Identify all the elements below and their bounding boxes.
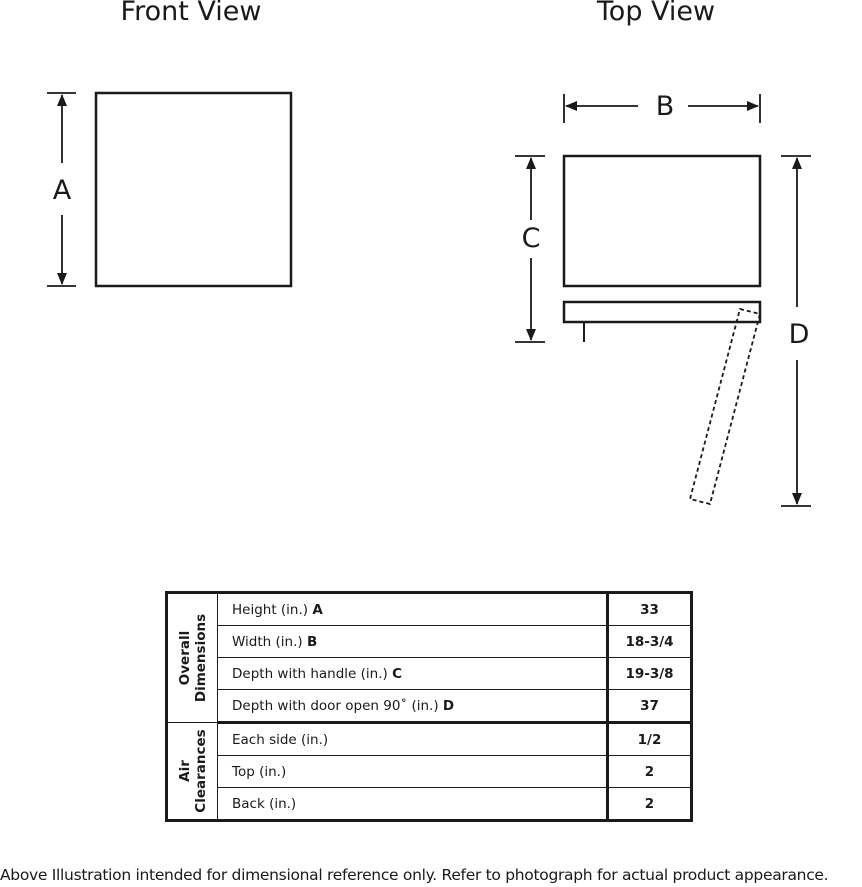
front-view [47, 93, 291, 286]
row-label-text: Back (in.) [232, 795, 297, 812]
row-value: 33 [608, 593, 692, 626]
top-view-door [564, 302, 760, 322]
dimension-c-label: C [521, 223, 541, 254]
row-value: 19-3/8 [608, 658, 692, 690]
table-row [167, 690, 692, 723]
row-letter: A [312, 601, 323, 618]
row-label [218, 723, 608, 756]
row-label [218, 756, 608, 788]
group-label-line: Air [176, 760, 193, 782]
top-view-body [564, 156, 760, 286]
group-label-line: Overall [176, 630, 193, 686]
row-value: 18-3/4 [608, 626, 692, 658]
row-label-text: Top (in.) [232, 763, 287, 780]
dimension-b-label: B [655, 91, 675, 122]
open-door-outline [690, 309, 760, 504]
table-row [167, 626, 692, 658]
table-row [167, 658, 692, 690]
group-label-text [177, 614, 209, 702]
row-letter: D [442, 697, 455, 714]
table-row [167, 756, 692, 788]
dimensions-table [165, 591, 693, 822]
row-label [218, 690, 608, 723]
row-label [218, 658, 608, 690]
table-row [167, 723, 692, 756]
front-view-title: Front View [120, 0, 262, 27]
row-letter: B [306, 633, 318, 650]
row-value: 1/2 [608, 723, 692, 756]
dimension-a-label: A [52, 175, 72, 206]
row-label-text: Depth with handle (in.) [232, 665, 388, 682]
row-label [218, 593, 608, 626]
dimension-d-label: D [788, 319, 810, 350]
front-view-body [96, 93, 291, 286]
row-value: 37 [608, 690, 692, 723]
row-letter: C [392, 665, 402, 682]
row-label-text: Width (in.) [232, 633, 303, 650]
footnote: Above Illustration intended for dimensional reference only. Refer to photograph for actual product appearance. [0, 866, 829, 884]
table-row [167, 788, 692, 821]
group-label-text [177, 729, 209, 812]
group-label-line: Clearances [192, 729, 209, 813]
top-view-title: Top View [596, 0, 716, 27]
row-label-text: Height (in.) [232, 601, 309, 618]
group-label-air-clearances [167, 723, 218, 821]
row-label-text: Depth with door open 90˚ (in.) [232, 697, 439, 714]
table-row [167, 593, 692, 626]
row-value: 2 [608, 788, 692, 821]
group-label-line: Dimensions [192, 613, 209, 703]
row-label [218, 788, 608, 821]
row-label-text: Each side (in.) [232, 731, 329, 748]
group-label-overall-dimensions [167, 593, 218, 723]
row-label [218, 626, 608, 658]
top-view [515, 91, 811, 506]
row-value: 2 [608, 756, 692, 788]
